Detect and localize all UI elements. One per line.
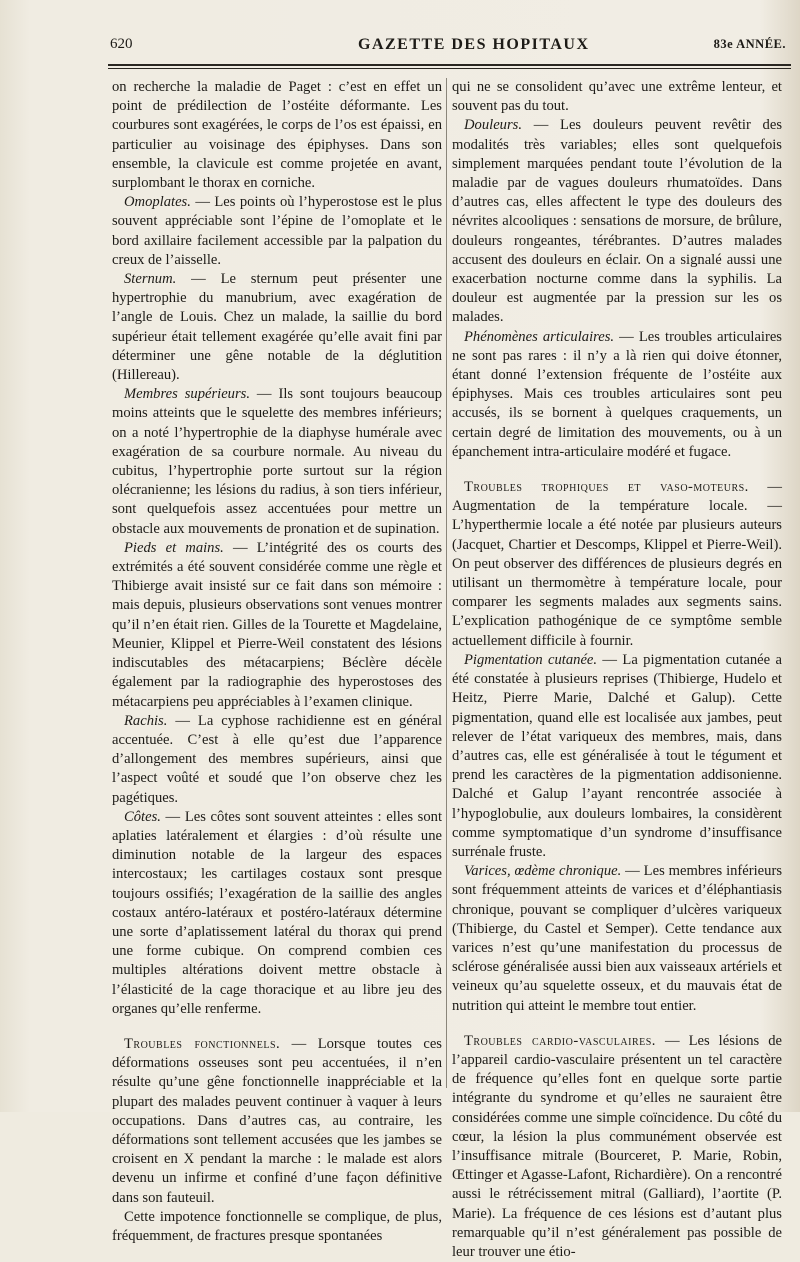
page-number: 620 bbox=[110, 36, 133, 52]
left-column bbox=[112, 78, 442, 1246]
paragraph: qui ne se consolident qu’avec une extrême lenteur, et souvent pas du tout. bbox=[452, 79, 782, 115]
section-heading: Douleurs. bbox=[464, 117, 522, 134]
paragraph: Rachis. — La cyphose rachidienne est en général accentuée. C’est à elle qu’est due l’apparence d’allongement des membres supérieurs, ainsi que l’aspect voûté et soudé que l’on observe chez les pagétiques. bbox=[112, 712, 442, 806]
section-heading: Côtes. bbox=[124, 808, 161, 825]
paragraph: Sternum. — Le sternum peut présenter une hypertrophie du manubrium, avec exagération de l’angle de Louis. Chez un malade, la saillie du bord supérieur était tellement exagérée qu’elle avait fini par déterminer une gêne notable de la déglutition (Hillereau). bbox=[112, 271, 442, 384]
paragraph: Membres supérieurs. — Ils sont toujours beaucoup moins atteints que le squelette des membres inférieurs; on a noté l’hypertrophie de la diaphyse humérale avec exagération de sa courbure normale. Au niveau du cubitus, l’hypertrophie porte surtout sur la région olécranienne; les lésions du radius, à son tiers inférieur, sont quelquefois assez accentuées pour mettre un obstacle aux mouvements de pronation et de supination. bbox=[112, 386, 442, 537]
paragraph: Troubles cardio-vasculaires. — Les lésions de l’appareil cardio-vasculaire présentent un tel caractère de fréquence qu’elles font en quelque sorte partie intégrante du syndrome et qu’elles ne sauraient être considérées comme une simple coïncidence. Du côté du cœur, la lésion la plus communément observée est l’insuffisance mitrale (Bourceret, P. Marie, Robin, Œttinger et Agasse-Lafont, Richardière). On a rencontré aussi le rétrécissement mitral (Galliard), l’aortite (P. Marie). La fréquence de ces lésions est d’autant plus remarquable qu’il n’est généralement pas possible de leur trouver une étio- bbox=[452, 1032, 783, 1260]
paragraph: on recherche la maladie de Paget : c’est en effet un point de prédilection de l’ostéite déformante. Les courbures sont exagérées, le corps de l’os est épaissi, en particulier au voisinage des épiphyses. Dans son ensemble, la clavicule est comme projetée en avant, surplombant le thorax en corniche. bbox=[112, 79, 442, 192]
section-heading: Pieds et mains. bbox=[124, 539, 224, 556]
section-heading: Pigmentation cutanée. bbox=[464, 651, 598, 668]
section-heading: Omoplates. bbox=[124, 194, 191, 211]
paragraph: Douleurs. — Les douleurs peuvent revêtir des modalités très variables; elles sont quelquefois simplement marquées pendant toute l’évolution de la maladie par de vagues douleurs rhumatoïdes. Dans d’autres cas, elles affectent le type des douleurs des névrites alcooliques : sensations de morsure, de brûlure, douleurs rongeantes, térébrantes. D’autres malades accusent des douleurs en éclair. On a signalé aussi une exacerbation nocturne comme dans la syphilis. La douleur est augmentée par la pression sur les os malades. bbox=[452, 117, 782, 326]
header-rule-thin bbox=[108, 68, 791, 69]
journal-title: GAZETTE DES HOPITAUX bbox=[358, 36, 590, 53]
paragraph: Troubles trophiques et vaso-moteurs. — Augmentation de la température locale. — L’hyperthermie locale a été notée par plusieurs auteurs (Jacquet, Chartier et Descomps, Klippel et Pierre-Weil). On peut observer des différences de plusieurs degrés en utilisant un thermomètre à température locale, pour comparer les segments malades aux segments sains. L’explication pathogénique de ce symptôme semble actuellement difficile à fournir. bbox=[452, 479, 782, 649]
section-heading: Rachis. bbox=[124, 712, 168, 729]
paragraph: Pigmentation cutanée. — La pigmentation cutanée a été constatée à plusieurs reprises (Thibierge, Hudelo et Heitz, Pierre Marie, Dalché et Galup). Cette pigmentation, quand elle est localisée aux jambes, peut relever de l’état variqueux des membres, mais, dans d’autres cas, elle est généralisée à tout le tégument et prend les caractères de la pigmentation addisonienne. Dalché et Galup l’ayant rencontrée associée à l’hypoglobulie, aux douleurs lombaires, la considèrent comme symptomatique d’un syndrome d’insuffisance surrénale fruste. bbox=[452, 651, 782, 860]
section-heading: Phénomènes articulaires. bbox=[464, 328, 615, 345]
header-rule bbox=[108, 64, 791, 66]
paragraph: Troubles fonctionnels. — Lorsque toutes ces déformations osseuses sont peu accentuées, il n’en résulte qu’une gêne fonctionnelle inappréciable et la plupart des malades peuvent continuer à vaquer à leurs occupations. Dans d’autres cas, au contraire, les déformations sont tellement accusées que les jambes se croisent en X pendant la marche : le malade est alors devenu un infirme et confiné d’une façon définitive dans son fauteuil. bbox=[112, 1035, 442, 1206]
section-heading: Troubles trophiques et vaso-moteurs. bbox=[464, 479, 749, 496]
paragraph: Côtes. — Les côtes sont souvent atteintes : elles sont aplaties latéralement et élargies : d’où résulte une diminution notable de la largeur des espaces intercostaux; les cartilages costaux sont presque toujours ossifiés; l’exagération de la saillie des angles costaux antéro-latéraux et postéro-latéraux détermine une sorte d’aplatissement latéral du thorax qui prend une forme cubique. On comprend combien ces multiples altérations doivent mettre obstacle à l’élasticité de la cage thoracique et au libre jeu des organes qu’elle renferme. bbox=[112, 808, 442, 1017]
right-column bbox=[452, 78, 782, 1262]
volume-year: 83e ANNÉE. bbox=[713, 37, 786, 51]
paragraph: Omoplates. — Les points où l’hyperostose est le plus souvent appréciable sont l’épine de l’omoplate et le bord axillaire facilement accessible par la palpation du creux de l’aisselle. bbox=[112, 194, 442, 268]
paragraph: Pieds et mains. — L’intégrité des os courts des extrémités a été souvent considérée comme une règle et Thibierge avait insisté sur ce fait dans son mémoire : mais depuis, plusieurs observations sont venues montrer qu’il n’en était rien. Gilles de la Tourette et Magdelaine, Meunier, Klippel et Pierre-Weil constatent des lésions indiscutables des métacarpiens; Béclère décèle également par la radiographie des hyperostoses des métacarpiens peu appréciables à l’examen clinique. bbox=[112, 539, 442, 710]
paragraph: Varices, œdème chronique. — Les membres inférieurs sont fréquemment atteints de varices et d’éléphantiasis chronique, pouvant se compliquer d’ulcères variqueux (Thibierge, du Castel et Semper). Cette tendance aux varices n’est qu’une manifestation du processus de sclérose généralisée aussi bien aux vaisseaux artériels et veineux qu’au squelette osseux, et du mauvais état de nutrition qui atteint le membre tout entier. bbox=[452, 863, 782, 1014]
section-heading: Troubles cardio-vasculaires. bbox=[464, 1032, 656, 1049]
section-heading: Troubles fonctionnels. bbox=[124, 1035, 281, 1052]
page-header bbox=[110, 36, 796, 60]
section-heading: Membres supérieurs. bbox=[124, 386, 250, 403]
column-separator bbox=[446, 78, 447, 1088]
section-heading: Varices, œdème chronique. bbox=[464, 863, 622, 880]
paragraph: Phénomènes articulaires. — Les troubles articulaires ne sont pas rares : il n’y a là rien qui doive étonner, étant donné l’extension fréquente de l’ostéite aux épiphyses. Mais ces troubles articulaires sont peu accusés, ils se bornent à quelques craquements, un certain degré de limitation des mouvements, ou à un épanchement intra-articulaire modéré et fugace. bbox=[452, 328, 782, 460]
paragraph: Cette impotence fonctionnelle se complique, de plus, fréquemment, de fractures presque spontanées bbox=[112, 1208, 442, 1244]
section-heading: Sternum. bbox=[124, 271, 177, 288]
